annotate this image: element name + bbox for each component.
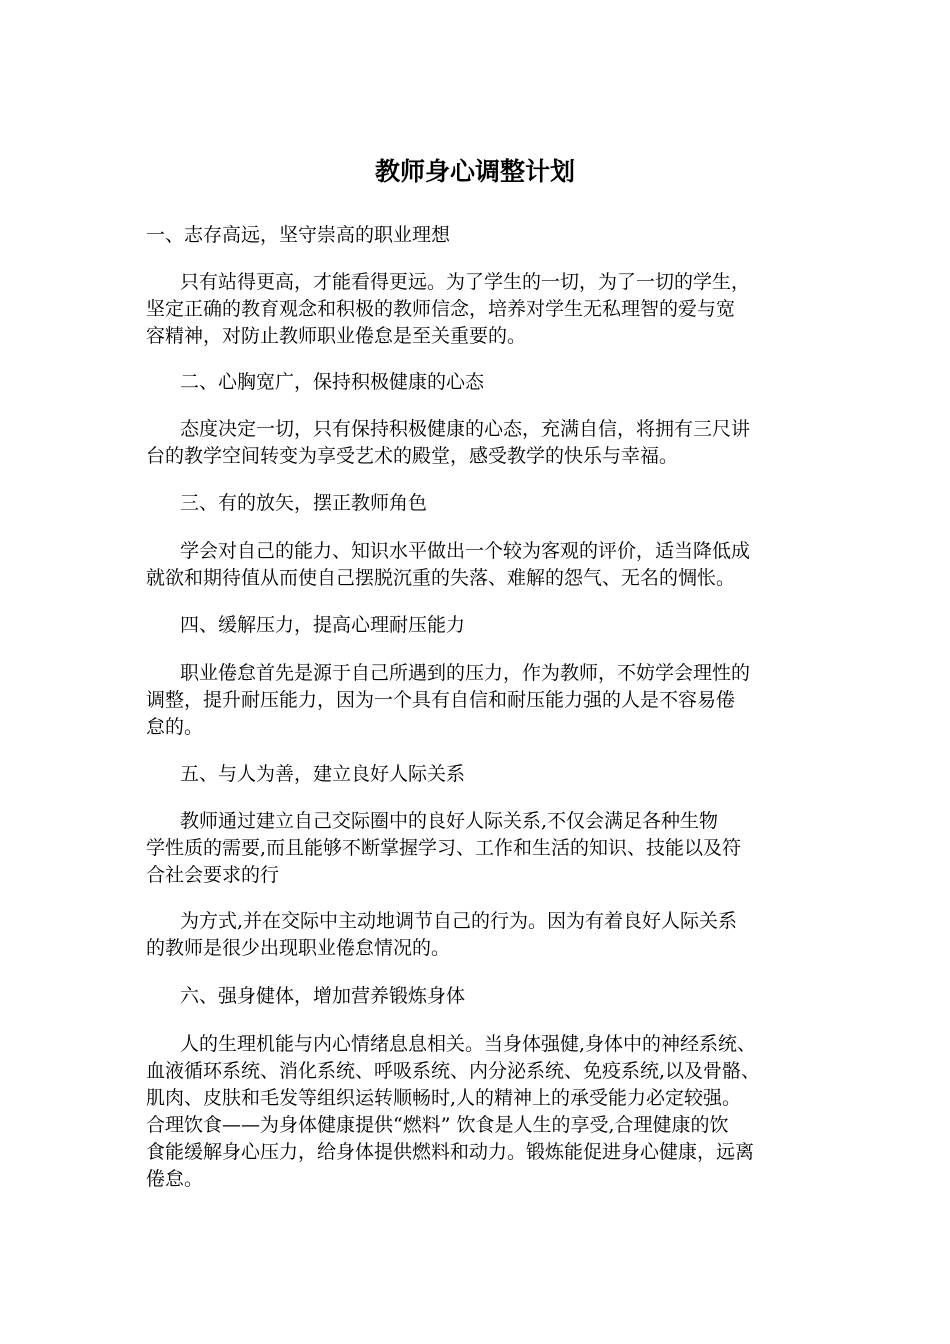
section-paragraph <box>146 908 737 962</box>
paragraph-line: 合理饮食——为身体健康提供“燃料” 饮食是人生的享受,合理健康的饮 <box>146 1114 729 1136</box>
section-paragraph <box>146 1031 760 1193</box>
paragraph-line: 的教师是很少出现职业倦怠情况的。 <box>146 937 451 959</box>
document-title: 教师身心调整计划 <box>374 157 575 186</box>
section-heading: 六、强身健体，增加营养锻炼身体 <box>180 985 466 1007</box>
section-heading: 五、与人为善，建立良好人际关系 <box>180 763 466 785</box>
section-heading: 四、缓解压力，提高心理耐压能力 <box>180 614 466 636</box>
section-heading: 三、有的放矢，摆正教师角色 <box>180 492 428 514</box>
paragraph-line: 调整，提升耐压能力，因为一个具有自信和耐压能力强的人是不容易倦 <box>146 689 736 711</box>
paragraph-line: 教师通过建立自己交际圈中的良好人际关系,不仅会满足各种生物 <box>180 810 719 832</box>
section-heading: 二、心胸宽广，保持积极健康的心态 <box>180 371 485 393</box>
paragraph-line: 学性质的需要,而且能够不断掌握学习、工作和生活的知识、技能以及符 <box>146 837 742 859</box>
section-heading: 一、志存高远，坚守崇高的职业理想 <box>146 224 451 246</box>
section-paragraph <box>146 808 741 889</box>
paragraph-line: 血液循环系统、消化系统、呼吸系统、内分泌系统、免疫系统,以及骨骼、 <box>146 1060 761 1082</box>
paragraph-line: 食能缓解身心压力，给身体提供燃料和动力。锻炼能促进身心健康，远离 <box>146 1141 755 1163</box>
paragraph-line: 人的生理机能与内心情绪息息相关。当身体强健,身体中的神经系统、 <box>180 1033 757 1055</box>
paragraph-line: 职业倦怠首先是源于自己所遇到的压力，作为教师，不妨学会理性的 <box>180 662 751 684</box>
paragraph-line: 容精神，对防止教师职业倦怠是至关重要的。 <box>146 325 527 347</box>
paragraph-line: 台的教学空间转变为享受艺术的殿堂，感受教学的快乐与幸福。 <box>146 445 679 467</box>
section-paragraph <box>146 416 750 470</box>
paragraph-line: 只有站得更高，才能看得更远。为了学生的一切，为了一切的学生， <box>180 271 751 293</box>
section-paragraph <box>146 269 750 350</box>
paragraph-line: 态度决定一切，只有保持积极健康的心态，充满自信，将拥有三尺讲 <box>180 418 751 440</box>
paragraph-line: 学会对自己的能力、知识水平做出一个较为客观的评价，适当降低成 <box>180 540 751 562</box>
paragraph-line: 怠的。 <box>146 716 204 738</box>
paragraph-line: 合社会要求的行 <box>146 864 280 886</box>
paragraph-line: 坚定正确的教育观念和积极的教师信念，培养对学生无私理智的爱与宽 <box>146 298 736 320</box>
paragraph-line: 倦怠。 <box>146 1168 204 1190</box>
paragraph-line: 肌肉、皮肤和毛发等组织运转顺畅时,人的精神上的承受能力必定较强。 <box>146 1087 742 1109</box>
section-paragraph <box>146 660 750 741</box>
paragraph-line: 就欲和期待值从而使自己摆脱沉重的失落、难解的怨气、无名的惆怅。 <box>146 567 736 589</box>
section-paragraph <box>146 538 750 592</box>
paragraph-line: 为方式,并在交际中主动地调节自己的行为。因为有着良好人际关系 <box>180 910 738 932</box>
